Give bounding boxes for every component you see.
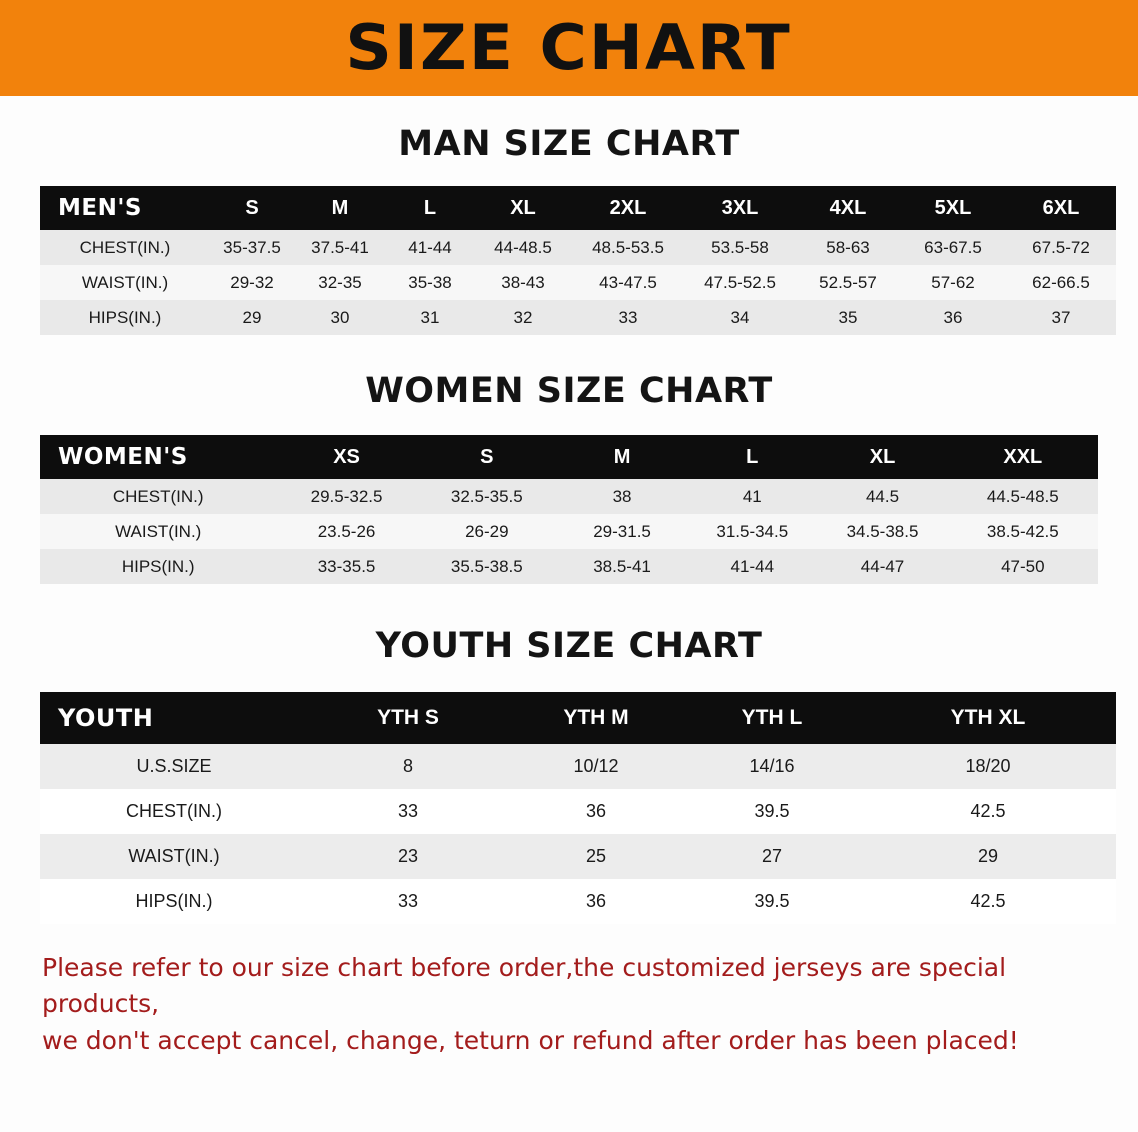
women-col-6: XXL xyxy=(1003,445,1043,468)
table-row xyxy=(40,789,1116,834)
women-section-title: WOMEN SIZE CHART xyxy=(365,371,773,411)
page-title: SIZE CHART xyxy=(345,11,793,84)
man-hips-m: 30 xyxy=(330,307,350,327)
table-row xyxy=(40,514,1098,549)
youth-chest-m: 36 xyxy=(585,801,607,821)
man-waist-xl: 38-43 xyxy=(501,272,545,292)
man-chest-6xl: 67.5-72 xyxy=(1032,237,1090,257)
man-table-head xyxy=(40,186,1116,230)
youth-header-row xyxy=(40,692,1116,744)
youth-chest-xl: 42.5 xyxy=(970,801,1006,821)
man-waist-l: 35-38 xyxy=(408,272,452,292)
youth-row-label-hips: HIPS(IN.) xyxy=(135,891,213,911)
man-chest-3xl: 53.5-58 xyxy=(711,237,769,257)
youth-col-2: YTH M xyxy=(563,706,629,729)
man-chest-5xl: 63-67.5 xyxy=(924,237,982,257)
women-table-wrap xyxy=(40,435,1098,584)
youth-ussize-l: 14/16 xyxy=(749,756,795,776)
youth-chest-l: 39.5 xyxy=(754,801,790,821)
man-chest-s: 35-37.5 xyxy=(223,237,281,257)
man-hips-s: 29 xyxy=(242,307,262,327)
women-table-head xyxy=(40,435,1098,479)
women-col-1: XS xyxy=(333,445,360,468)
table-row xyxy=(40,879,1116,924)
man-col-8: 5XL xyxy=(934,196,972,219)
man-waist-4xl: 52.5-57 xyxy=(819,272,877,292)
youth-col-1: YTH S xyxy=(377,706,439,729)
women-waist-m: 29-31.5 xyxy=(593,521,651,541)
youth-ussize-s: 8 xyxy=(402,756,413,776)
women-chest-s: 32.5-35.5 xyxy=(450,486,523,506)
table-row xyxy=(40,300,1116,335)
women-waist-l: 31.5-34.5 xyxy=(716,521,789,541)
women-waist-xxl: 38.5-42.5 xyxy=(986,521,1059,541)
man-col-7: 4XL xyxy=(829,196,867,219)
disclaimer-note xyxy=(42,950,1096,1059)
women-hips-s: 35.5-38.5 xyxy=(450,556,523,576)
women-chest-xs: 29.5-32.5 xyxy=(310,486,383,506)
man-col-5: 2XL xyxy=(609,196,647,219)
man-chest-l: 41-44 xyxy=(408,237,452,257)
youth-table-body xyxy=(40,744,1116,924)
women-header-row xyxy=(40,435,1098,479)
man-waist-s: 29-32 xyxy=(230,272,274,292)
man-col-2: M xyxy=(331,196,349,219)
women-row-label-hips: HIPS(IN.) xyxy=(121,556,195,576)
man-hips-4xl: 35 xyxy=(838,307,858,327)
youth-table-head xyxy=(40,692,1116,744)
man-waist-5xl: 57-62 xyxy=(931,272,975,292)
man-hips-l: 31 xyxy=(420,307,440,327)
women-hips-m: 38.5-41 xyxy=(593,556,651,576)
women-col-4: L xyxy=(746,445,759,468)
man-hips-5xl: 36 xyxy=(943,307,963,327)
man-hips-2xl: 33 xyxy=(618,307,638,327)
youth-section-title: YOUTH SIZE CHART xyxy=(375,626,763,666)
youth-row-label-waist: WAIST(IN.) xyxy=(128,846,220,866)
table-row xyxy=(40,834,1116,879)
youth-ussize-xl: 18/20 xyxy=(965,756,1011,776)
man-row-label-waist: WAIST(IN.) xyxy=(81,272,169,292)
women-chest-m: 38 xyxy=(612,486,632,506)
youth-row-label-chest: CHEST(IN.) xyxy=(126,801,222,821)
man-waist-3xl: 47.5-52.5 xyxy=(704,272,776,292)
women-hips-xl: 44-47 xyxy=(860,556,905,576)
table-row xyxy=(40,479,1098,514)
women-col-5: XL xyxy=(869,445,896,468)
youth-col-4: YTH XL xyxy=(950,706,1026,729)
women-waist-xl: 34.5-38.5 xyxy=(846,521,919,541)
youth-row-label-ussize: U.S.SIZE xyxy=(136,756,212,776)
header-banner xyxy=(0,0,1138,96)
women-chest-l: 41 xyxy=(742,486,762,506)
women-chest-xxl: 44.5-48.5 xyxy=(986,486,1059,506)
man-chest-2xl: 48.5-53.5 xyxy=(592,237,664,257)
man-waist-6xl: 62-66.5 xyxy=(1032,272,1090,292)
women-waist-s: 26-29 xyxy=(465,521,509,541)
youth-hips-xl: 42.5 xyxy=(970,891,1006,911)
youth-header-label: YOUTH xyxy=(58,704,154,732)
women-row-label-waist: WAIST(IN.) xyxy=(115,521,202,541)
man-col-6: 3XL xyxy=(721,196,759,219)
youth-waist-xl: 29 xyxy=(977,846,999,866)
man-header-label: MEN'S xyxy=(58,195,142,221)
women-col-3: M xyxy=(613,445,631,468)
man-section-title: MAN SIZE CHART xyxy=(398,124,740,164)
man-col-3: L xyxy=(423,196,437,219)
youth-table-wrap xyxy=(40,692,1098,924)
women-waist-xs: 23.5-26 xyxy=(317,521,376,541)
youth-waist-l: 27 xyxy=(761,846,783,866)
table-row xyxy=(40,549,1098,584)
man-col-9: 6XL xyxy=(1042,196,1080,219)
man-chest-xl: 44-48.5 xyxy=(494,237,552,257)
man-table-body xyxy=(40,230,1116,335)
youth-size-table xyxy=(40,692,1116,924)
man-col-1: S xyxy=(245,196,259,219)
table-row xyxy=(40,230,1116,265)
disclaimer-line-2: we don't accept cancel, change, teturn or refund after order has been placed! xyxy=(42,1025,1019,1055)
youth-waist-m: 25 xyxy=(585,846,607,866)
man-hips-6xl: 37 xyxy=(1051,307,1071,327)
man-chest-m: 37.5-41 xyxy=(311,237,369,257)
women-col-2: S xyxy=(480,445,494,468)
youth-waist-s: 23 xyxy=(397,846,419,866)
man-row-label-chest: CHEST(IN.) xyxy=(79,237,171,257)
women-header-label: WOMEN'S xyxy=(58,444,188,470)
women-chest-xl: 44.5 xyxy=(865,486,900,506)
man-waist-2xl: 43-47.5 xyxy=(599,272,657,292)
women-size-table xyxy=(40,435,1098,584)
man-waist-m: 32-35 xyxy=(318,272,362,292)
women-hips-xxl: 47-50 xyxy=(1001,556,1045,576)
youth-hips-l: 39.5 xyxy=(754,891,790,911)
man-hips-xl: 32 xyxy=(513,307,533,327)
women-hips-xs: 33-35.5 xyxy=(317,556,376,576)
man-header-row xyxy=(40,186,1116,230)
women-table-body xyxy=(40,479,1098,584)
man-hips-3xl: 34 xyxy=(730,307,750,327)
table-row xyxy=(40,744,1116,789)
man-chest-4xl: 58-63 xyxy=(826,237,870,257)
women-hips-l: 41-44 xyxy=(730,556,775,576)
women-row-label-chest: CHEST(IN.) xyxy=(112,486,204,506)
man-size-table xyxy=(40,186,1116,335)
youth-chest-s: 33 xyxy=(397,801,419,821)
disclaimer-line-1: Please refer to our size chart before order,the customized jerseys are special products, xyxy=(42,953,1007,1019)
youth-hips-s: 33 xyxy=(397,891,419,911)
youth-col-3: YTH L xyxy=(741,706,803,729)
youth-ussize-m: 10/12 xyxy=(573,756,619,776)
man-table-wrap xyxy=(40,186,1098,335)
table-row xyxy=(40,265,1116,300)
youth-hips-m: 36 xyxy=(585,891,607,911)
man-col-4: XL xyxy=(510,196,536,219)
man-row-label-hips: HIPS(IN.) xyxy=(88,307,162,327)
